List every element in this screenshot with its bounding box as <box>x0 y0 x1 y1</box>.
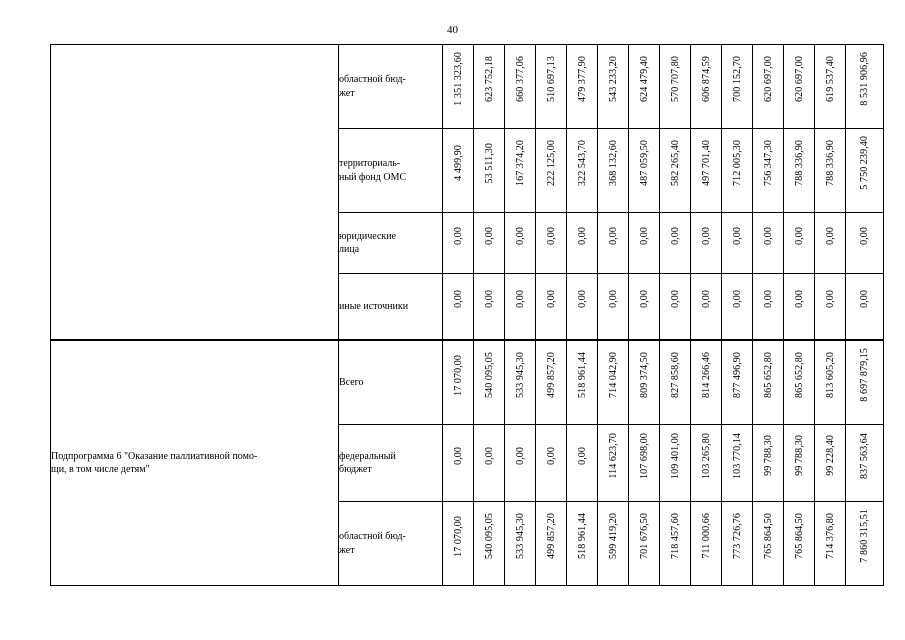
funding-source-label: территориаль- ный фонд ОМС <box>339 158 407 183</box>
year-value-cell <box>784 274 815 341</box>
amount-value: 0,00 <box>545 290 557 308</box>
amount-value: 0,00 <box>793 226 805 245</box>
total-cell <box>846 502 884 586</box>
funding-source-label: федеральный бюджет <box>339 450 396 475</box>
amount-value: 0,00 <box>545 446 557 465</box>
year-value-cell <box>784 129 815 213</box>
year-value-cell <box>691 274 722 341</box>
year-value-cell <box>629 425 660 502</box>
year-value-cell <box>536 425 567 502</box>
amount-value: 814 266,46 <box>700 352 712 398</box>
year-value-cell <box>753 213 784 274</box>
funding-source-label: юридические лица <box>339 230 397 255</box>
amount-value: 756 347,30 <box>762 140 774 186</box>
year-value-cell <box>629 340 660 425</box>
year-value-cell <box>443 340 474 425</box>
year-value-cell <box>722 274 753 341</box>
amount-value: 0,00 <box>669 226 681 245</box>
year-value-cell <box>536 45 567 129</box>
year-value-cell <box>505 129 536 213</box>
amount-value: 499 857,20 <box>545 513 557 559</box>
year-value-cell <box>815 45 846 129</box>
year-value-cell <box>443 213 474 274</box>
amount-value: 7 860 315,51 <box>859 509 870 563</box>
year-value-cell <box>815 502 846 586</box>
total-cell <box>846 274 884 341</box>
amount-value: 813 605,20 <box>824 352 836 398</box>
amount-value: 0,00 <box>731 290 743 308</box>
year-value-cell <box>660 502 691 586</box>
year-value-cell <box>815 213 846 274</box>
amount-value: 827 858,60 <box>669 352 681 398</box>
year-value-cell <box>598 45 629 129</box>
year-value-cell <box>629 45 660 129</box>
amount-value: 499 857,20 <box>545 352 557 398</box>
amount-value: 570 707,80 <box>669 56 681 102</box>
amount-value: 0,00 <box>452 446 464 465</box>
amount-value: 718 457,60 <box>669 513 681 559</box>
amount-value: 99 788,30 <box>793 435 805 476</box>
amount-value: 322 543,70 <box>576 140 588 186</box>
amount-value: 0,00 <box>669 290 681 308</box>
program-cell <box>51 45 339 341</box>
year-value-cell <box>536 502 567 586</box>
amount-value: 765 864,50 <box>762 513 774 559</box>
amount-value: 0,00 <box>793 290 805 308</box>
year-value-cell <box>598 425 629 502</box>
amount-value: 773 726,76 <box>731 513 743 559</box>
year-value-cell <box>753 129 784 213</box>
year-value-cell <box>753 502 784 586</box>
year-value-cell <box>784 425 815 502</box>
year-value-cell <box>474 129 505 213</box>
amount-value: 0,00 <box>607 226 619 245</box>
year-value-cell <box>598 274 629 341</box>
amount-value: 533 945,30 <box>514 352 526 398</box>
year-value-cell <box>629 274 660 341</box>
year-value-cell <box>660 213 691 274</box>
year-value-cell <box>567 45 598 129</box>
amount-value: 0,00 <box>576 290 588 308</box>
amount-value: 660 377,06 <box>514 56 526 102</box>
amount-value: 53 511,30 <box>483 142 495 184</box>
amount-value: 0,00 <box>483 446 495 465</box>
amount-value: 809 374,50 <box>638 352 650 398</box>
amount-value: 0,00 <box>859 226 870 245</box>
year-value-cell <box>505 274 536 341</box>
amount-value: 540 095,05 <box>483 352 495 398</box>
amount-value: 0,00 <box>700 290 712 308</box>
total-cell <box>846 425 884 502</box>
amount-value: 4 499,90 <box>452 145 464 181</box>
page-number: 40 <box>447 24 458 36</box>
amount-value: 619 537,40 <box>824 56 836 102</box>
amount-value: 599 419,20 <box>607 513 619 559</box>
budget-table <box>50 44 884 586</box>
amount-value: 0,00 <box>824 226 836 245</box>
year-value-cell <box>598 340 629 425</box>
year-value-cell <box>815 274 846 341</box>
year-value-cell <box>536 129 567 213</box>
year-value-cell <box>815 340 846 425</box>
program-label: Подпрограмма 6 "Оказание паллиативной помо- щи, в том числе детям" <box>51 450 258 475</box>
amount-value: 700 152,70 <box>731 56 743 102</box>
year-value-cell <box>722 45 753 129</box>
amount-value: 533 945,30 <box>514 513 526 559</box>
year-value-cell <box>660 340 691 425</box>
year-value-cell <box>660 129 691 213</box>
funding-source-label: областной бюд- жет <box>339 531 406 556</box>
amount-value: 510 697,13 <box>545 56 557 102</box>
amount-value: 0,00 <box>483 290 495 308</box>
amount-value: 711 000,66 <box>700 513 712 559</box>
amount-value: 543 233,20 <box>607 56 619 102</box>
year-value-cell <box>474 274 505 341</box>
amount-value: 0,00 <box>483 226 495 245</box>
amount-value: 0,00 <box>731 226 743 245</box>
year-value-cell <box>598 213 629 274</box>
year-value-cell <box>567 340 598 425</box>
year-value-cell <box>567 425 598 502</box>
amount-value: 222 125,00 <box>545 140 557 186</box>
program-cell <box>51 340 339 586</box>
amount-value: 0,00 <box>514 226 526 245</box>
year-value-cell <box>474 45 505 129</box>
year-value-cell <box>691 45 722 129</box>
year-value-cell <box>660 425 691 502</box>
year-value-cell <box>598 129 629 213</box>
amount-value: 0,00 <box>452 226 464 245</box>
amount-value: 0,00 <box>762 226 774 245</box>
amount-value: 877 496,90 <box>731 352 743 398</box>
total-cell <box>846 45 884 129</box>
amount-value: 479 377,90 <box>576 56 588 102</box>
amount-value: 0,00 <box>576 226 588 245</box>
funding-source-cell <box>339 340 443 425</box>
year-value-cell <box>753 45 784 129</box>
year-value-cell <box>474 340 505 425</box>
year-value-cell <box>505 213 536 274</box>
year-value-cell <box>815 425 846 502</box>
amount-value: 518 961,44 <box>576 513 588 559</box>
year-value-cell <box>443 425 474 502</box>
amount-value: 582 265,40 <box>669 140 681 186</box>
amount-value: 765 864,50 <box>793 513 805 559</box>
year-value-cell <box>722 213 753 274</box>
amount-value: 865 652,80 <box>762 352 774 398</box>
amount-value: 0,00 <box>514 446 526 465</box>
year-value-cell <box>567 502 598 586</box>
amount-value: 0,00 <box>824 290 836 308</box>
year-value-cell <box>784 340 815 425</box>
amount-value: 99 788,30 <box>762 435 774 476</box>
amount-value: 107 698,00 <box>638 432 650 479</box>
year-value-cell <box>660 45 691 129</box>
amount-value: 17 070,00 <box>452 354 464 396</box>
amount-value: 114 623,70 <box>607 432 619 479</box>
year-value-cell <box>753 425 784 502</box>
year-value-cell <box>660 274 691 341</box>
amount-value: 103 770,14 <box>731 432 743 479</box>
year-value-cell <box>784 502 815 586</box>
amount-value: 788 336,90 <box>824 140 836 186</box>
amount-value: 620 697,00 <box>762 56 774 102</box>
amount-value: 620 697,00 <box>793 56 805 102</box>
amount-value: 0,00 <box>638 226 650 245</box>
table-row <box>51 340 884 425</box>
amount-value: 0,00 <box>762 290 774 308</box>
amount-value: 0,00 <box>638 290 650 308</box>
year-value-cell <box>815 129 846 213</box>
amount-value: 368 132,60 <box>607 140 619 186</box>
amount-value: 497 701,40 <box>700 140 712 186</box>
amount-value: 0,00 <box>700 226 712 245</box>
total-cell <box>846 129 884 213</box>
year-value-cell <box>505 45 536 129</box>
amount-value: 714 376,80 <box>824 513 836 559</box>
amount-value: 99 228,40 <box>824 435 836 476</box>
year-value-cell <box>722 340 753 425</box>
year-value-cell <box>691 502 722 586</box>
amount-value: 714 042,90 <box>607 352 619 398</box>
amount-value: 0,00 <box>859 290 870 308</box>
amount-value: 109 401,00 <box>669 432 681 479</box>
amount-value: 8 697 879,15 <box>859 348 870 402</box>
funding-source-label: иные источники <box>339 300 409 312</box>
funding-source-cell <box>339 502 443 586</box>
amount-value: 712 005,30 <box>731 140 743 186</box>
year-value-cell <box>598 502 629 586</box>
total-cell <box>846 340 884 425</box>
amount-value: 0,00 <box>514 290 526 308</box>
year-value-cell <box>753 340 784 425</box>
funding-source-cell <box>339 129 443 213</box>
year-value-cell <box>505 425 536 502</box>
year-value-cell <box>722 502 753 586</box>
year-value-cell <box>567 129 598 213</box>
amount-value: 788 336,90 <box>793 140 805 186</box>
year-value-cell <box>567 274 598 341</box>
amount-value: 623 752,18 <box>483 56 495 102</box>
total-cell <box>846 213 884 274</box>
amount-value: 487 059,50 <box>638 140 650 186</box>
year-value-cell <box>567 213 598 274</box>
funding-source-label: областной бюд- жет <box>339 74 406 99</box>
year-value-cell <box>629 502 660 586</box>
year-value-cell <box>505 340 536 425</box>
amount-value: 1 351 323,60 <box>452 52 464 106</box>
amount-value: 167 374,20 <box>514 140 526 186</box>
amount-value: 518 961,44 <box>576 352 588 398</box>
year-value-cell <box>722 129 753 213</box>
amount-value: 0,00 <box>576 446 588 465</box>
funding-source-cell <box>339 274 443 341</box>
year-value-cell <box>536 340 567 425</box>
year-value-cell <box>784 213 815 274</box>
year-value-cell <box>443 274 474 341</box>
year-value-cell <box>505 502 536 586</box>
year-value-cell <box>474 213 505 274</box>
amount-value: 701 676,50 <box>638 513 650 559</box>
amount-value: 0,00 <box>607 290 619 308</box>
year-value-cell <box>629 129 660 213</box>
year-value-cell <box>474 502 505 586</box>
year-value-cell <box>691 213 722 274</box>
year-value-cell <box>536 213 567 274</box>
amount-value: 17 070,00 <box>452 515 464 557</box>
year-value-cell <box>753 274 784 341</box>
amount-value: 0,00 <box>545 226 557 245</box>
year-value-cell <box>784 45 815 129</box>
year-value-cell <box>443 129 474 213</box>
year-value-cell <box>629 213 660 274</box>
amount-value: 865 652,80 <box>793 352 805 398</box>
year-value-cell <box>536 274 567 341</box>
year-value-cell <box>722 425 753 502</box>
funding-source-cell <box>339 425 443 502</box>
year-value-cell <box>443 502 474 586</box>
year-value-cell <box>691 129 722 213</box>
year-value-cell <box>691 340 722 425</box>
funding-source-label: Всего <box>339 376 364 388</box>
table-row <box>51 45 884 129</box>
funding-source-cell <box>339 213 443 274</box>
year-value-cell <box>691 425 722 502</box>
year-value-cell <box>443 45 474 129</box>
amount-value: 8 531 906,96 <box>859 52 870 106</box>
funding-source-cell <box>339 45 443 129</box>
amount-value: 0,00 <box>452 290 464 308</box>
amount-value: 837 563,64 <box>859 432 870 479</box>
year-value-cell <box>474 425 505 502</box>
amount-value: 540 095,05 <box>483 513 495 559</box>
amount-value: 103 265,80 <box>700 432 712 479</box>
amount-value: 606 874,59 <box>700 56 712 102</box>
amount-value: 5 750 239,40 <box>859 136 870 190</box>
amount-value: 624 479,40 <box>638 56 650 102</box>
